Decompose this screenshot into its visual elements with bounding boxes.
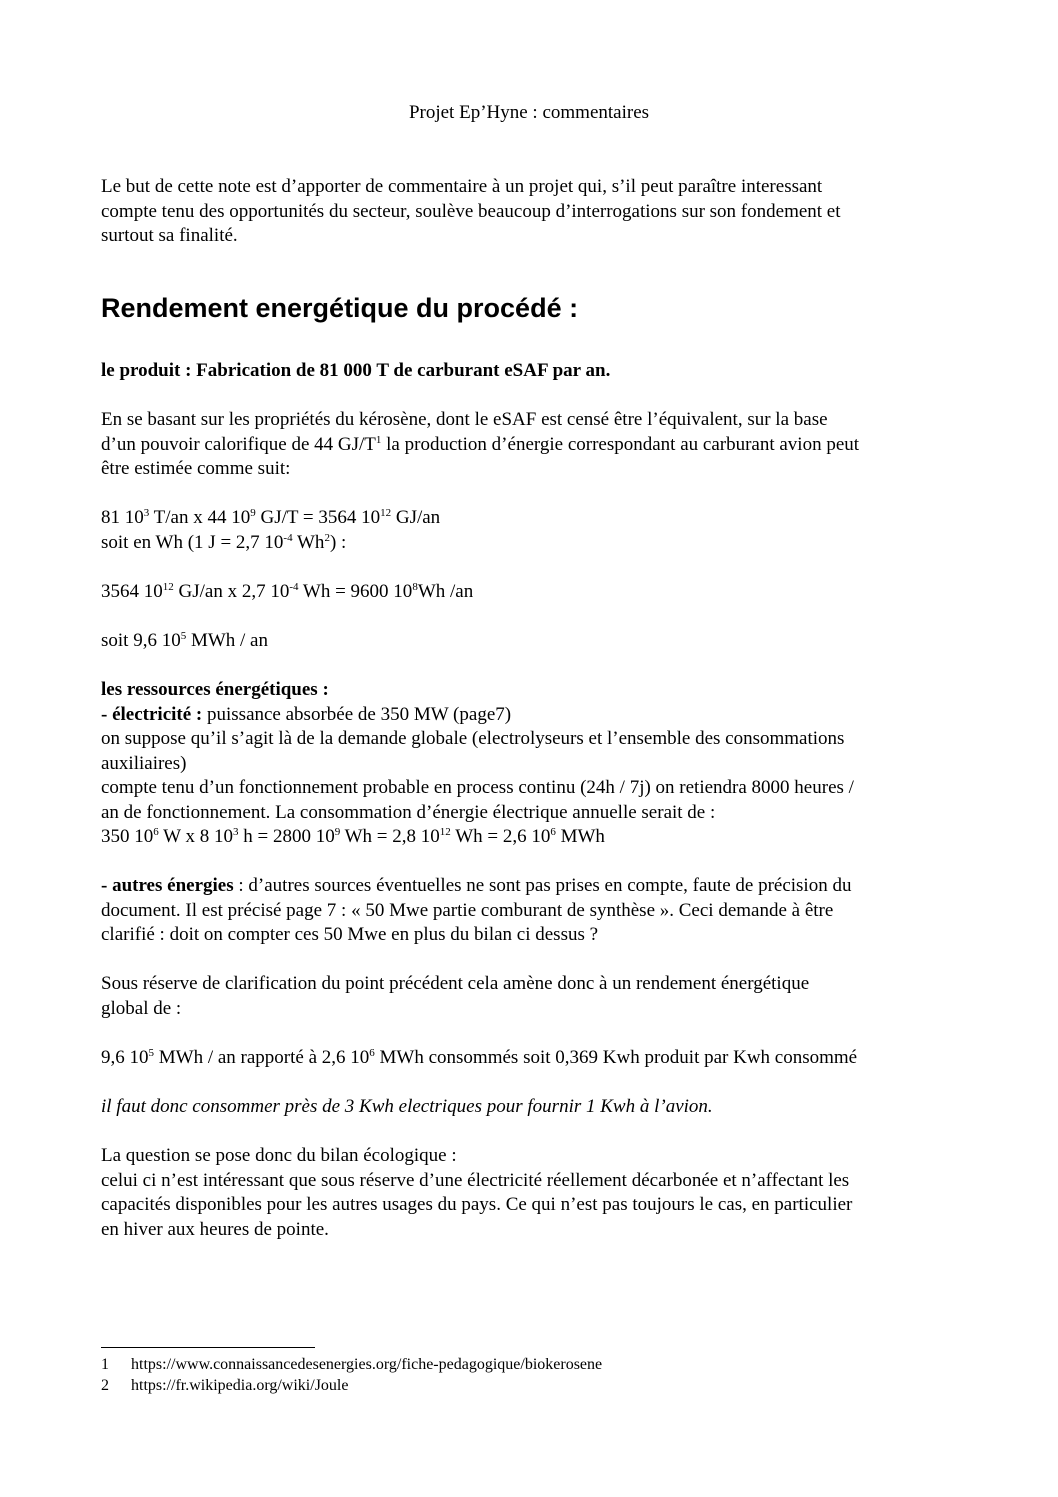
- basis-line: En se basant sur les propriétés du kérosène, dont le eSAF est censé être l’équivalent, sur la base: [101, 409, 828, 430]
- footnote-ref[interactable]: 1: [375, 434, 382, 446]
- footnote-link[interactable]: https://www.connaissancedesenergies.org/fiche-pedagogique/biokerosene: [131, 1356, 603, 1373]
- intro-line: compte tenu des opportunités du secteur, soulève beaucoup d’interrogations sur son fondement et: [101, 201, 841, 222]
- resources-line: auxiliaires): [101, 753, 187, 774]
- document-title: Projet Ep’Hyne : commentaires: [408, 102, 650, 123]
- ecology-line: La question se pose donc du bilan écologique :: [101, 1145, 457, 1166]
- resources-line: on suppose qu’il s’agit là de la demande globale (electrolyseurs et l’ensemble des consommations: [101, 728, 845, 749]
- calc-line: soit en Wh (1 J = 2,7 $10^{-4}$ Wh$^2$) :: [101, 532, 347, 553]
- ecology-line: en hiver aux heures de pointe.: [101, 1219, 329, 1240]
- reserve-line: Sous réserve de clarification du point précédent cela amène donc à un rendement énergétique: [101, 973, 810, 994]
- product-line: le produit : Fabrication de 81 000 T de carburant eSAF par an.: [101, 360, 611, 381]
- intro-line: surtout sa finalité.: [101, 225, 238, 246]
- ecology-line: celui ci n’est intéressant que sous réserve d’une électricité réellement décarbonée et n’affectant les: [101, 1170, 850, 1191]
- other-energies-line: document. Il est précisé page 7 : « 50 Mwe partie comburant de synthèse ». Ceci demande à être: [101, 900, 834, 921]
- calc-line: 81 $10^3$ T/an x 44 $10^9$ GJ/T = 3564 $10^{12}$ GJ/an: [101, 507, 441, 528]
- resources-heading: les ressources énergétiques :: [101, 679, 329, 700]
- conclusion-line: il faut donc consommer près de 3 Kwh electriques pour fournir 1 Kwh à l’avion.: [101, 1096, 713, 1117]
- yield-line: 9,6 $10^5$ MWh / an rapporté à 2,6 $10^6$ MWh consommés soit 0,369 Kwh produit par Kwh consommé: [101, 1047, 858, 1068]
- footnote: [101, 1376, 348, 1396]
- section-heading: Rendement energétique du procédé :: [101, 293, 579, 323]
- footnote-link[interactable]: https://fr.wikipedia.org/wiki/Joule: [131, 1377, 349, 1394]
- reserve-line: global de :: [101, 998, 182, 1019]
- calc-line: soit 9,6 $10^5$ MWh / an: [101, 630, 268, 651]
- footnote-ref[interactable]: 2: [324, 532, 330, 544]
- intro-line: Le but de cette note est d’apporter de commentaire à un projet qui, s’il peut paraître interessant: [101, 176, 823, 197]
- footnote-number: 2: [101, 1377, 109, 1394]
- basis-line: d’un pouvoir calorifique de 44 $GJ/T^1$ la production d’énergie correspondant au carburant avion peut: [101, 434, 860, 455]
- basis-line: être estimée comme suit:: [101, 458, 291, 479]
- resources-line: - électricité : puissance absorbée de 350 MW (page7): [101, 704, 512, 725]
- resources-line: an de fonctionnement. La consommation d’énergie électrique annuelle serait de :: [101, 802, 716, 823]
- other-energies-line: - autres énergies : d’autres sources éventuelles ne sont pas prises en compte, faute de précision du: [101, 875, 852, 896]
- footnote-separator: [101, 1347, 315, 1348]
- calc-line: 3564 $10^{12}$ GJ/an x 2,7 $10^{-4}$ Wh = 9600 $10^8Wh$ /an: [101, 581, 474, 602]
- resources-line: compte tenu d’un fonctionnement probable en process continu (24h / 7j) on retiendra 8000 heures /: [101, 777, 854, 798]
- ecology-line: capacités disponibles pour les autres usages du pays. Ce qui n’est pas toujours le cas, en particulier: [101, 1194, 853, 1215]
- footnote-number: 1: [101, 1356, 109, 1373]
- footnote: [101, 1355, 602, 1375]
- other-energies-line: clarifié : doit on compter ces 50 Mwe en plus du bilan ci dessus ?: [101, 924, 599, 945]
- calc-line: 350 $10^6$ W x 8 $10^3$ h = 2800 $10^9$ Wh = 2,8 $10^{12}$ Wh = 2,6 $10^6$ MWh: [101, 826, 605, 847]
